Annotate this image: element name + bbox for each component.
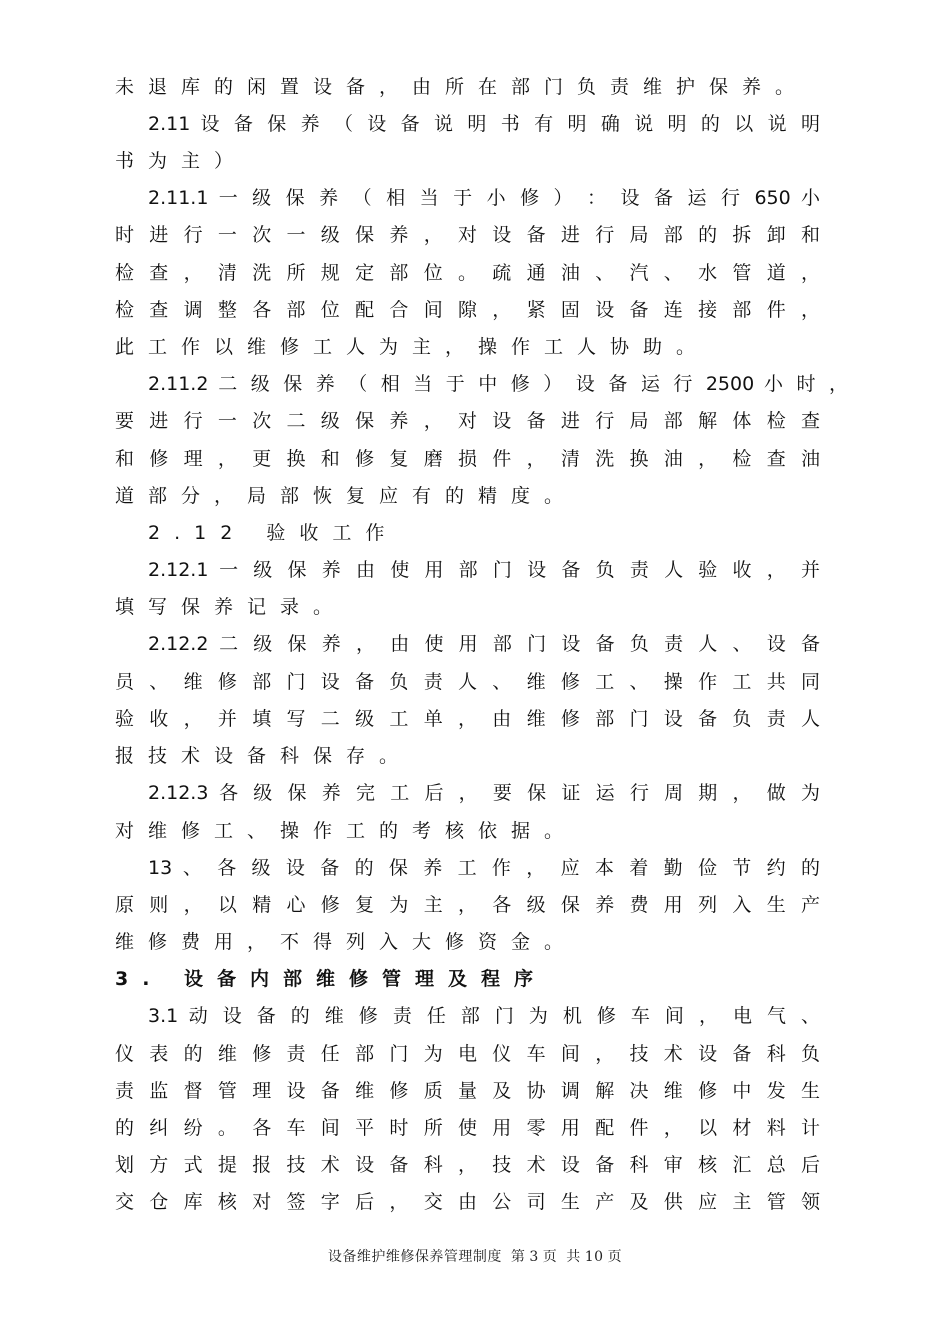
footer-title: 设备维护维修保养管理制度 <box>327 1249 502 1265</box>
text-line: 原 则 ， 以 精 心 修 复 为 主 ， 各 级 保 养 费 用 列 入 生 产 <box>115 894 820 916</box>
text-line: 交 仓 库 核 对 签 字 后 ， 交 由 公 司 生 产 及 供 应 主 管 领 <box>115 1191 820 1213</box>
text-line: 2.11.1 一 级 保 养 （ 相 当 于 小 修 ） ： 设 备 运 行 650 小 <box>148 187 820 209</box>
text-line: 要 进 行 一 次 二 级 保 养 ， 对 设 备 进 行 局 部 解 体 检 查 <box>115 410 820 432</box>
text-line: 报技术设备科保存。 <box>115 745 413 767</box>
text-line: 填写保养记录。 <box>115 596 347 618</box>
text-line: 验 收 ， 并 填 写 二 级 工 单 ， 由 维 修 部 门 设 备 负 责 人 <box>115 708 820 730</box>
text-line: 3.1 动 设 备 的 维 修 责 任 部 门 为 机 修 车 间 ， 电 气 、 <box>148 1005 820 1027</box>
text-line: 2.12.3 各 级 保 养 完 工 后 ， 要 保 证 运 行 周 期 ， 做 为 <box>148 782 820 804</box>
footer-page-prefix: 第 <box>510 1249 526 1265</box>
text-line: 检 查 调 整 各 部 位 配 合 间 隙 ， 紧 固 设 备 连 接 部 件 ， <box>115 299 820 321</box>
text-line: 仪 表 的 维 修 责 任 部 门 为 电 仪 车 间 ， 技 术 设 备 科 负 <box>115 1043 820 1065</box>
page-footer <box>0 1246 950 1266</box>
text-line: 13 、 各 级 设 备 的 保 养 工 作 ， 应 本 着 勤 俭 节 约 的 <box>148 857 820 879</box>
footer-total-pages: 10 <box>584 1249 604 1265</box>
text-line: 维修费用，不得列入大修资金。 <box>115 931 578 953</box>
text-line: 书为主） <box>115 150 248 172</box>
text-line: 2.12.1 一 级 保 养 由 使 用 部 门 设 备 负 责 人 验 收 ， 并 <box>148 559 820 581</box>
text-line: 2.12.2 二 级 保 养 ， 由 使 用 部 门 设 备 负 责 人 、 设 备 <box>148 633 820 655</box>
text-line: 时 进 行 一 次 一 级 保 养 ， 对 设 备 进 行 局 部 的 拆 卸 和 <box>115 224 820 246</box>
text-line: 责 监 督 管 理 设 备 维 修 质 量 及 协 调 解 决 维 修 中 发 生 <box>115 1080 820 1102</box>
text-line: 对维修工、操作工的考核依据。 <box>115 820 578 842</box>
text-line: 检 查 ， 清 洗 所 规 定 部 位 。 疏 通 油 、 汽 、 水 管 道 ， <box>115 262 820 284</box>
text-line: 2.11.2 二 级 保 养 （ 相 当 于 中 修 ） 设 备 运 行 2500 小 时 ， <box>148 373 848 395</box>
section-heading: 2.12 验收工作 <box>148 522 399 544</box>
footer-total-prefix: 共 <box>566 1249 581 1265</box>
footer-total-label: 页 <box>607 1249 623 1265</box>
text-line: 未退库的闲置设备，由所在部门负责维护保养。 <box>115 76 809 98</box>
text-line: 的 纠 纷 。 各 车 间 平 时 所 使 用 零 用 配 件 ， 以 材 料 计 <box>115 1117 820 1139</box>
footer-page-label: 页 <box>542 1249 558 1265</box>
text-line: 道部分，局部恢复应有的精度。 <box>115 485 578 507</box>
text-line: 此工作以维修工人为主，操作工人协助。 <box>115 336 710 358</box>
text-line: 划 方 式 提 报 技 术 设 备 科 ， 技 术 设 备 科 审 核 汇 总 后 <box>115 1154 820 1176</box>
footer-page-number: 3 <box>529 1249 539 1265</box>
text-line: 员 、 维 修 部 门 设 备 负 责 人 、 维 修 工 、 操 作 工 共 同 <box>115 671 820 693</box>
chapter-heading: 3. 设备内部维修管理及程序 <box>115 968 548 990</box>
text-line: 2.11 设 备 保 养 （ 设 备 说 明 书 有 明 确 说 明 的 以 说 明 <box>148 113 820 135</box>
text-line: 和 修 理 ， 更 换 和 修 复 磨 损 件 ， 清 洗 换 油 ， 检 查 油 <box>115 448 820 470</box>
